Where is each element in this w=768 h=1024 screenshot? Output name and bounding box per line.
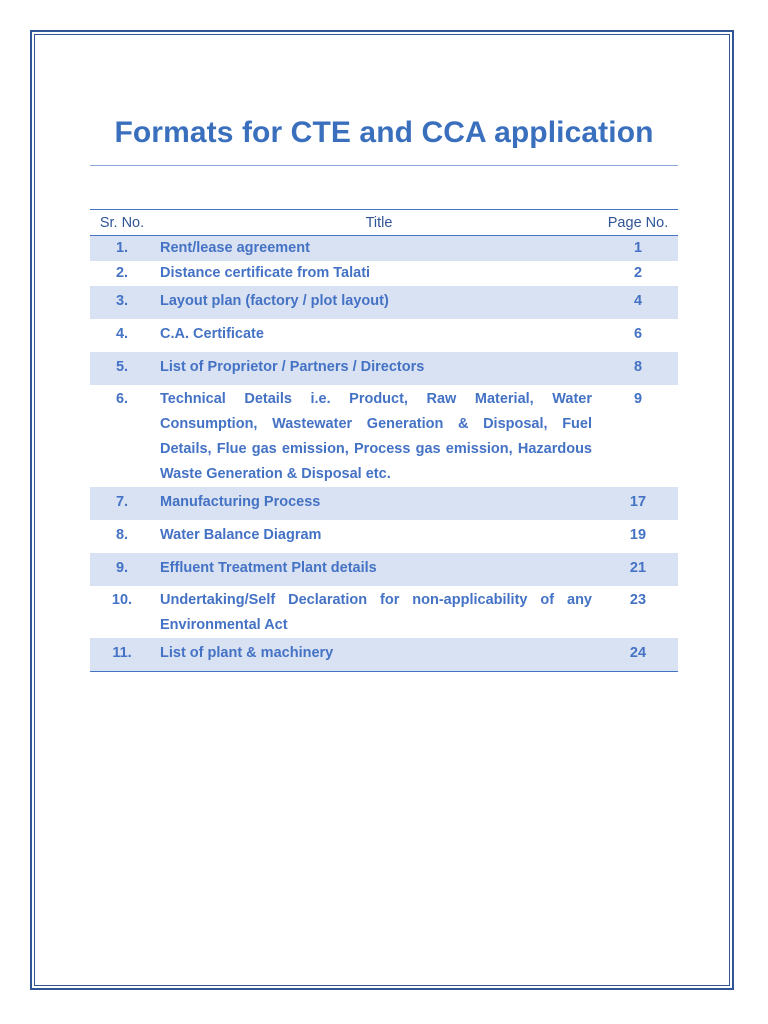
table-row [90, 319, 678, 352]
header-page-no: Page No. [598, 210, 678, 236]
row-page-no: 2 [633, 265, 643, 281]
row-title: List of plant & machinery [154, 638, 598, 672]
table-row [90, 638, 678, 672]
row-page-no: 1 [598, 236, 678, 262]
row-title: Manufacturing Process [154, 487, 598, 520]
table-row [90, 385, 678, 487]
row-page-no: 6 [633, 326, 643, 342]
row-sr-no: 9. [90, 553, 154, 586]
row-page-no: 21 [598, 553, 678, 586]
row-page-no: 4 [598, 286, 678, 319]
table-row [90, 487, 678, 520]
table-row [90, 261, 678, 286]
table-row [90, 586, 678, 638]
row-title [154, 586, 598, 638]
page-title: Formats for CTE and CCA application [114, 116, 654, 149]
row-title [154, 385, 598, 487]
row-title: List of Proprietor / Partners / Directors [154, 352, 598, 385]
row-sr-no: 6. [115, 391, 129, 407]
row-title-text: Technical Details i.e. Product, Raw Material, Water Consumption, Wastewater Generation & Disposal, Fuel Details, Flue gas emission, Process gas emission, Hazardous Waste Generation & Disposal etc. [160, 391, 592, 482]
row-sr-no: 2. [115, 265, 129, 281]
row-sr-no: 3. [90, 286, 154, 319]
row-title: C.A. Certificate [160, 326, 264, 342]
table-row [90, 286, 678, 319]
row-page-no: 9 [633, 391, 643, 407]
header-title: Title [154, 210, 598, 236]
row-sr-no: 10. [111, 592, 133, 608]
row-page-no: 19 [629, 527, 647, 543]
row-title-text: Undertaking/Self Declaration for non-applicability of any Environmental Act [160, 592, 592, 633]
table-row [90, 553, 678, 586]
row-page-no: 8 [598, 352, 678, 385]
header-sr-no: Sr. No. [90, 210, 154, 236]
row-title: Distance certificate from Talati [160, 265, 371, 281]
table-row [90, 520, 678, 553]
row-sr-no: 11. [90, 638, 154, 672]
row-page-no: 24 [598, 638, 678, 672]
row-title: Water Balance Diagram [160, 527, 322, 543]
formats-table [90, 209, 678, 672]
row-title: Layout plan (factory / plot layout) [154, 286, 598, 319]
table-row [90, 236, 678, 262]
row-sr-no: 1. [90, 236, 154, 262]
row-sr-no: 8. [115, 527, 129, 543]
table-header-row [90, 210, 678, 236]
row-title: Rent/lease agreement [154, 236, 598, 262]
row-sr-no: 5. [90, 352, 154, 385]
table-row [90, 352, 678, 385]
row-page-no: 23 [629, 592, 647, 608]
title-divider [90, 165, 678, 166]
row-sr-no: 4. [115, 326, 129, 342]
row-page-no: 17 [598, 487, 678, 520]
row-sr-no: 7. [90, 487, 154, 520]
row-title: Effluent Treatment Plant details [154, 553, 598, 586]
